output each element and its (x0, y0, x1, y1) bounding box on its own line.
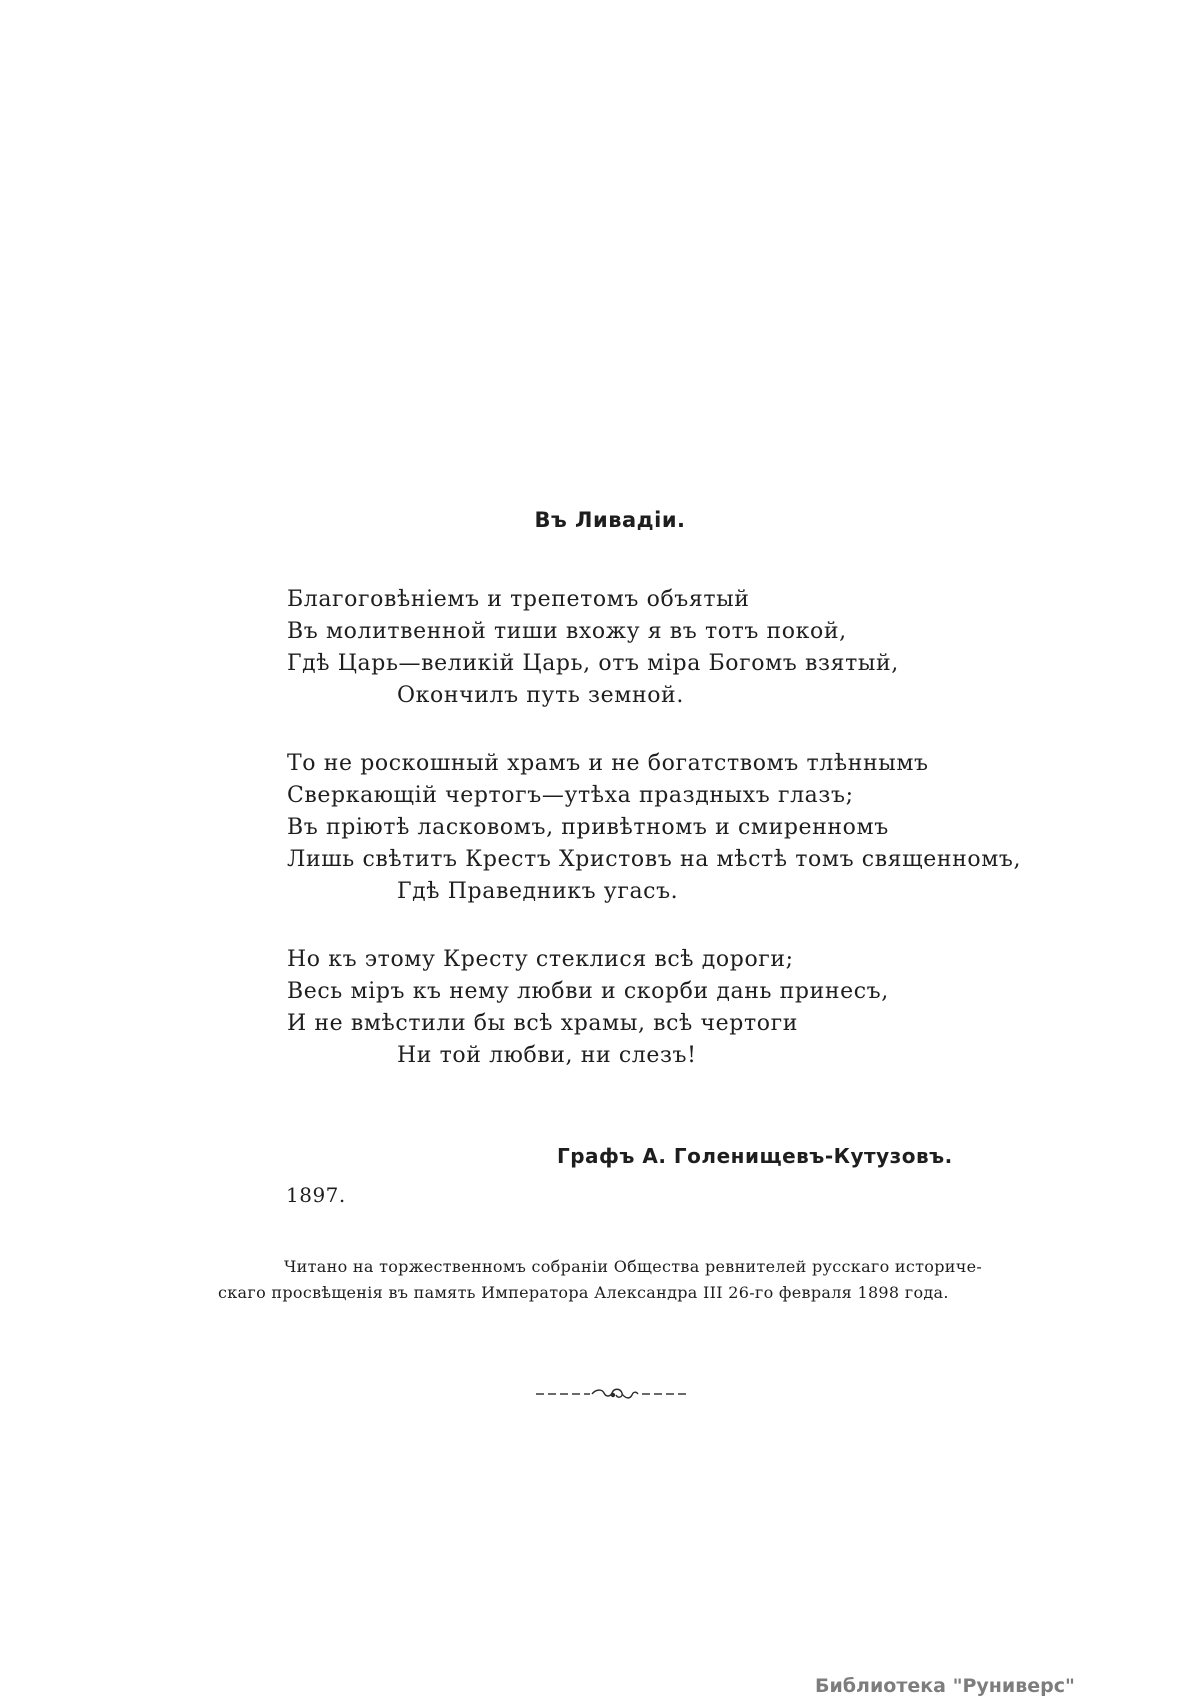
poem-line: Благоговѣніемъ и трепетомъ объятый (287, 587, 750, 612)
poem-line: Весь міръ къ нему любви и скорби дань принесъ, (287, 979, 889, 1004)
poem-line: И не вмѣстили бы всѣ храмы, всѣ чертоги (287, 1011, 798, 1036)
poem-year: 1897. (286, 1183, 346, 1207)
author-signature: Графъ А. Голенищевъ-Кутузовъ. (557, 1144, 953, 1168)
poem-line: Гдѣ Праведникъ угасъ. (397, 879, 679, 904)
poem-body (287, 584, 1022, 1108)
footnote-line: Читано на торжественномъ собраніи Общества ревнителей русскаго историче- (284, 1257, 983, 1276)
scroll-ornament-icon (534, 1387, 694, 1401)
stanza (287, 584, 1007, 712)
poem-line: То не роскошный храмъ и не богатствомъ тлѣннымъ (287, 751, 929, 776)
footnote-line: скаго просвѣщенія въ память Императора Александра III 26-го февраля 1898 года. (218, 1283, 949, 1302)
stanza (287, 748, 1022, 908)
poem-line: Окончилъ путь земной. (397, 683, 684, 708)
poem-line: Гдѣ Царь—великій Царь, отъ міра Богомъ взятый, (287, 651, 899, 676)
poem-line: Въ пріютѣ ласковомъ, привѣтномъ и смиренномъ (287, 815, 889, 840)
poem-line: Сверкающій чертогъ—утѣха праздныхъ глазъ; (287, 783, 854, 808)
section-end-ornament (14, 1386, 1200, 1405)
poem-line: Въ молитвенной тиши вхожу я въ тотъ покой, (287, 619, 847, 644)
stanza (287, 944, 1007, 1072)
library-watermark: Библиотека "Руниверс" (815, 1675, 1075, 1697)
poem-line: Ни той любви, ни слезъ! (397, 1043, 697, 1068)
poem-line: Лишь свѣтитъ Крестъ Христовъ на мѣстѣ томъ священномъ, (287, 847, 1022, 872)
footnote (218, 1254, 983, 1306)
poem-title: Въ Ливадіи. (534, 508, 686, 532)
poem-line: Но къ этому Кресту стеклися всѣ дороги; (287, 947, 794, 972)
